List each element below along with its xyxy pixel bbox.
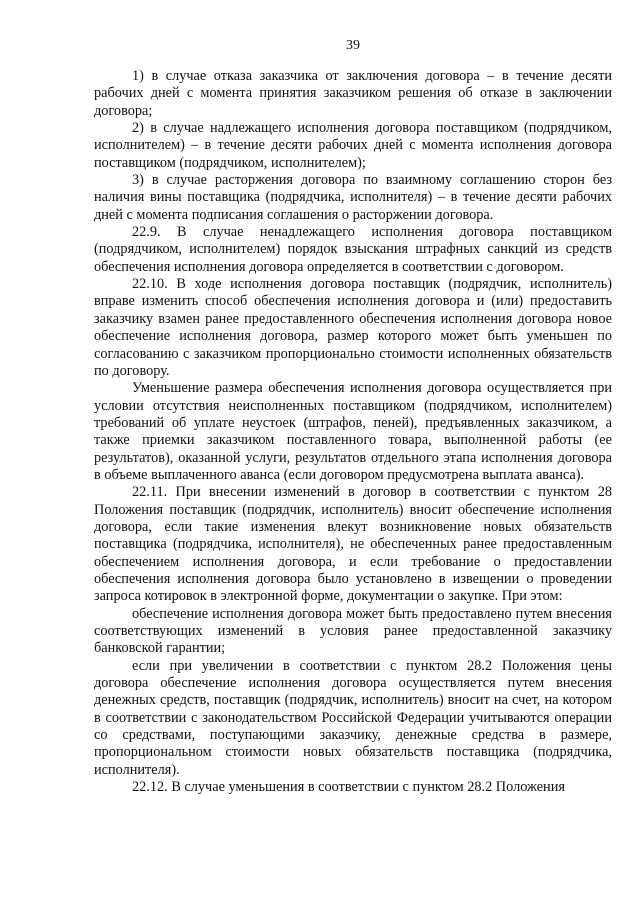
paragraph: 2) в случае надлежащего исполнения договора поставщиком (подрядчиком, исполнителем) – в течение десяти рабочих дней с момента исполнения договора поставщиком (подрядчиком, исполнителем); [94,120,612,171]
paragraph: 3) в случае расторжения договора по взаимному соглашению сторон без наличия вины поставщика (подрядчика, исполнителя) – в течение десяти рабочих дней с момента подписания соглашения о расторжении договора. [94,172,612,223]
paragraph: Уменьшение размера обеспечения исполнения договора осуществляется при условии отсутствия неисполненных поставщиком (подрядчиком, исполнителем) требований об уплате неустоек (штрафов, пеней), предъявленных заказчиком, а также приемки заказчиком поставленного товара, выполненной работы (ее результатов), оказанной услуги, результатов отдельного этапа исполнения договора в объеме выплаченного аванса (если договором предусмотрена выплата аванса). [94,380,612,483]
paragraph: обеспечение исполнения договора может быть предоставлено путем внесения соответствующих изменений в условия ранее предоставленной заказчику банковской гарантии; [94,605,612,657]
paragraph: если при увеличении в соответствии с пунктом 28.2 Положения цены договора обеспечение исполнения договора осуществляется путем внесения денежных средств, поставщик (подрядчик, исполнитель) вносит на счет, на котором в соответствии с законодательством Российской Федерации учитываются операции со средствами, поступающими заказчику, денежные средства в размере, пропорциональном стоимости новых обязательств поставщика (подрядчика, исполнителя). [94,657,612,778]
page-number: 39 [346,38,360,53]
paragraph: 22.10. В ходе исполнения договора поставщик (подрядчик, исполнитель) вправе изменить способ обеспечения исполнения договора и (или) предоставить заказчику взамен ранее предоставленного обеспечения исполнения договора новое обеспечение исполнения договора, размер которого может быть уменьшен по согласованию с заказчиком пропорционально стоимости исполненных обязательств по договору. [94,276,612,379]
paragraph: 22.9. В случае ненадлежащего исполнения договора поставщиком (подрядчиком, исполнителем) порядок взыскания штрафных санкций из средств обеспечения исполнения договора определяется в соответствии с договором. [94,224,612,275]
paragraph: 22.12. В случае уменьшения в соответствии с пунктом 28.2 Положения [132,779,565,796]
paragraph: 1) в случае отказа заказчика от заключения договора – в течение десяти рабочих дней с момента принятия заказчиком решения об отказе в заключении договора; [94,68,612,119]
paragraph: 22.11. При внесении изменений в договор в соответствии с пунктом 28 Положения поставщик (подрядчик, исполнитель) вносит обеспечение исполнения договора, если такие изменения влекут возникновение новых обязательств поставщика (подрядчика, исполнителя), не обеспеченных ранее предоставленным обеспечением исполнения договора, и если требование о предоставлении обеспечения исполнения договора было установлено в извещении о проведении запроса котировок в электронной форме, документации о закупке. При этом: [94,484,612,605]
document-body [94,68,612,796]
